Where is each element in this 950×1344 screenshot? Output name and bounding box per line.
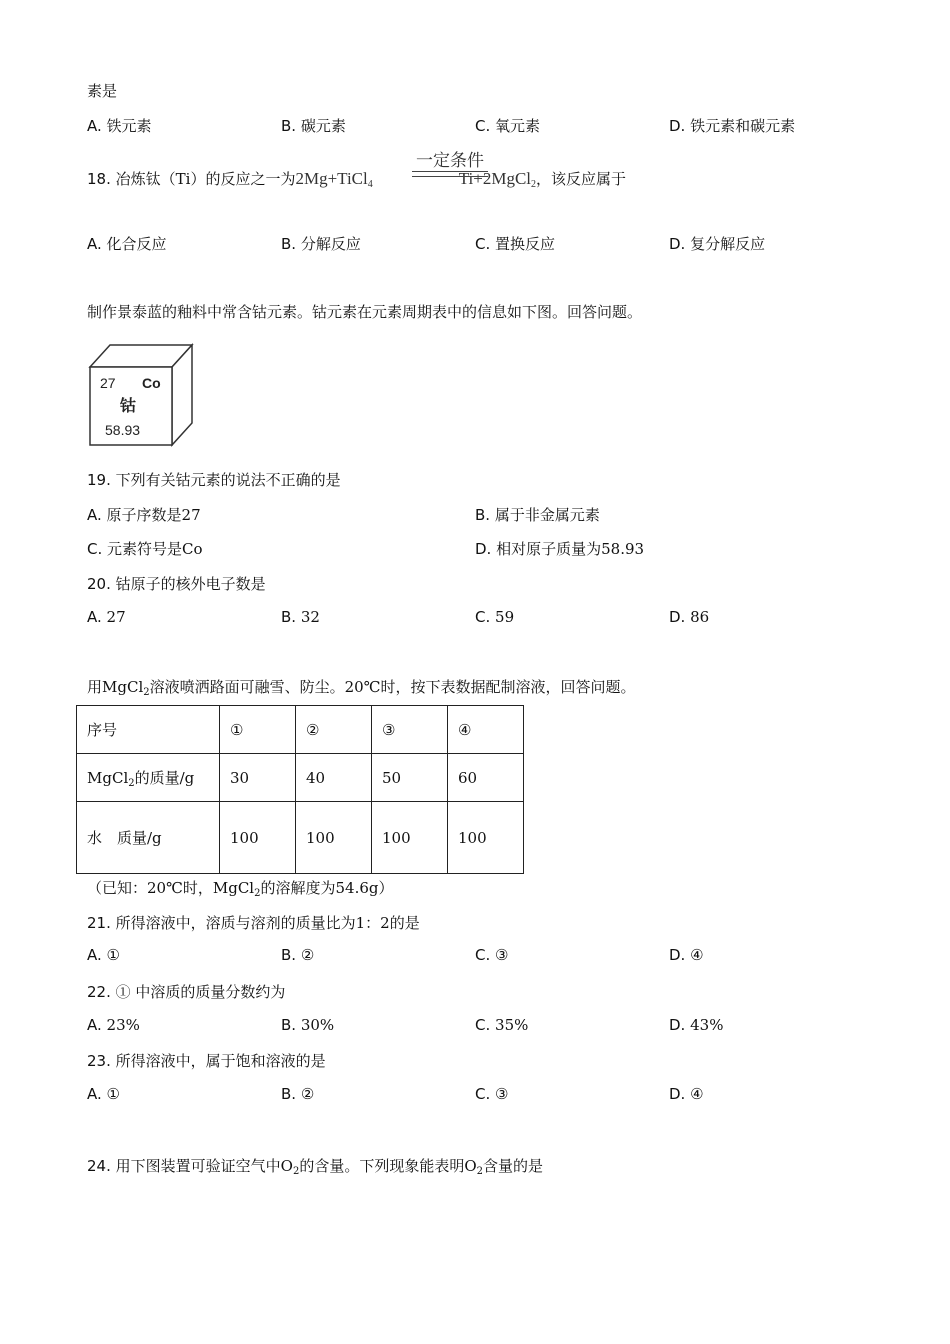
question-number: 18.: [87, 170, 111, 188]
option-label: B.: [281, 235, 297, 253]
atomic-number: 27: [100, 375, 116, 391]
q21-option-a[interactable]: [87, 946, 120, 964]
table-cell: ①: [220, 706, 296, 754]
option-label: B.: [281, 946, 297, 964]
option-label: C.: [475, 1016, 491, 1034]
option-label: A.: [87, 235, 102, 253]
table-cell: 50: [372, 754, 448, 802]
option-label: D.: [669, 117, 686, 135]
table-cell: MgCl$_2$的质量/g: [77, 754, 220, 802]
option-label: C.: [475, 608, 491, 626]
reaction-equals-sign: [412, 171, 488, 177]
table-row: [77, 754, 524, 802]
atomic-mass: 58.93: [105, 422, 141, 438]
option-label: A.: [87, 1016, 102, 1034]
option-label: C.: [475, 1085, 491, 1103]
option-label: A.: [87, 117, 102, 135]
table-cell: 水 质量/g: [77, 802, 220, 874]
option-label: A.: [87, 608, 102, 626]
q18-option-b[interactable]: [281, 233, 361, 254]
q19-option-a[interactable]: [87, 504, 201, 525]
table-header-row: [77, 706, 524, 754]
q17-option-b[interactable]: [281, 115, 346, 136]
table-cell: 60: [448, 754, 524, 802]
option-text: 置换反应: [495, 235, 556, 253]
option-text: ①: [106, 946, 120, 964]
q22-option-b[interactable]: [281, 1016, 334, 1034]
reaction-condition: 一定条件: [416, 151, 484, 171]
q19-option-c[interactable]: [87, 538, 203, 559]
option-text: 35%: [495, 1016, 529, 1034]
option-text: 59: [495, 608, 515, 626]
table-cell: 40: [296, 754, 372, 802]
q21-option-d[interactable]: [669, 946, 704, 964]
option-label: D.: [669, 235, 686, 253]
q23-option-b[interactable]: [281, 1085, 314, 1103]
solubility-note: （已知：20℃时，MgCl$_2$的溶解度为54.6g）: [87, 879, 394, 899]
table-cell: ③: [372, 706, 448, 754]
table-row: [77, 802, 524, 874]
option-label: C.: [87, 540, 103, 558]
option-label: C.: [475, 235, 491, 253]
formula-products: Ti+2MgCl$_2$: [458, 169, 537, 190]
option-label: D.: [669, 946, 686, 964]
option-label: B.: [281, 608, 297, 626]
element-name: 钴: [120, 396, 137, 415]
q20-option-b[interactable]: [281, 608, 320, 626]
question-text-tail: ，该反应属于: [536, 170, 627, 188]
option-text: 27: [106, 608, 126, 626]
option-text: ②: [300, 946, 315, 964]
option-text: 32: [300, 608, 320, 626]
table-cell: 序号: [77, 706, 220, 754]
table-cell: 100: [372, 802, 448, 874]
option-text: 复分解反应: [690, 235, 766, 253]
q19-option-b[interactable]: [475, 504, 600, 525]
option-text: 30%: [300, 1016, 335, 1034]
option-label: C.: [475, 946, 491, 964]
table-cell: ②: [296, 706, 372, 754]
option-text: ④: [690, 946, 704, 964]
table-cell: 100: [296, 802, 372, 874]
q17-option-c[interactable]: [475, 115, 540, 136]
option-label: B.: [281, 1085, 297, 1103]
q18-option-d[interactable]: [669, 233, 765, 254]
option-text: 23%: [106, 1016, 140, 1034]
option-text: ①: [106, 1085, 120, 1103]
option-label: B.: [281, 117, 297, 135]
option-text: 43%: [690, 1016, 724, 1034]
solution-data-table: [76, 705, 524, 874]
option-text: 元素符号是Co: [107, 540, 203, 558]
q22-stem: 22. ① 中溶质的质量分数约为: [87, 983, 286, 1001]
option-text: ②: [300, 1085, 315, 1103]
option-text: 铁元素和碳元素: [690, 117, 796, 135]
option-text: ③: [495, 946, 509, 964]
formula-reactants: 2Mg+TiCl$_4$: [295, 169, 373, 190]
option-text: ③: [495, 1085, 509, 1103]
q23-option-d[interactable]: [669, 1085, 704, 1103]
q18-option-c[interactable]: [475, 233, 555, 254]
option-label: A.: [87, 946, 102, 964]
q23-option-c[interactable]: [475, 1085, 508, 1103]
q23-option-a[interactable]: [87, 1085, 120, 1103]
option-label: B.: [281, 1016, 297, 1034]
q17-option-a[interactable]: [87, 115, 152, 136]
option-label: D.: [475, 540, 492, 558]
element-symbol: Co: [142, 375, 161, 391]
q21-option-b[interactable]: [281, 946, 314, 964]
option-text: 碳元素: [300, 117, 346, 135]
mgcl2-intro: 用MgCl$_2$溶液喷洒路面可融雪、防尘。20℃时，按下表数据配制溶液，回答问题。: [87, 678, 636, 698]
table-cell: 30: [220, 754, 296, 802]
option-text: 铁元素: [106, 117, 152, 135]
q17-stem-tail: 素是: [87, 82, 118, 100]
option-text: 86: [690, 608, 710, 626]
element-card-cobalt: [88, 343, 196, 447]
option-text: 属于非金属元素: [494, 506, 600, 524]
q20-option-a[interactable]: [87, 608, 126, 626]
q23-stem: 23. 所得溶液中，属于饱和溶液的是: [87, 1052, 326, 1070]
q20-option-c[interactable]: [475, 608, 514, 626]
option-label: D.: [669, 608, 686, 626]
option-text: 相对原子质量为58.93: [496, 540, 645, 558]
option-text: 分解反应: [300, 235, 361, 253]
option-label: D.: [669, 1085, 686, 1103]
question-text: 冶炼钛（Ti）的反应之一为: [115, 170, 296, 188]
option-label: B.: [475, 506, 491, 524]
option-label: D.: [669, 1016, 686, 1034]
q19-option-d[interactable]: [475, 538, 644, 559]
q22-option-d[interactable]: [669, 1016, 723, 1034]
q18-option-a[interactable]: [87, 233, 167, 254]
q19-stem: 19. 下列有关钴元素的说法不正确的是: [87, 471, 341, 489]
q21-stem: 21. 所得溶液中，溶质与溶剂的质量比为1：2的是: [87, 914, 420, 932]
q17-option-d[interactable]: [669, 115, 795, 136]
option-label: A.: [87, 1085, 102, 1103]
option-text: 氧元素: [495, 117, 541, 135]
table-cell: ④: [448, 706, 524, 754]
option-label: C.: [475, 117, 491, 135]
table-cell: 100: [220, 802, 296, 874]
option-text: 化合反应: [106, 235, 167, 253]
q21-option-c[interactable]: [475, 946, 508, 964]
q22-option-c[interactable]: [475, 1016, 528, 1034]
cobalt-intro: 制作景泰蓝的釉料中常含钴元素。钴元素在元素周期表中的信息如下图。回答问题。: [87, 303, 643, 321]
option-text: ④: [690, 1085, 704, 1103]
q22-option-a[interactable]: [87, 1016, 140, 1034]
option-label: A.: [87, 506, 102, 524]
q20-stem: 20. 钴原子的核外电子数是: [87, 575, 266, 593]
option-text: 原子序数是27: [106, 506, 201, 524]
q24-stem: 24. 用下图装置可验证空气中$O_2$的含量。下列现象能表明$O_2$含量的是: [87, 1157, 544, 1177]
q18-stem: [87, 168, 626, 190]
table-cell: 100: [448, 802, 524, 874]
q20-option-d[interactable]: [669, 608, 709, 626]
